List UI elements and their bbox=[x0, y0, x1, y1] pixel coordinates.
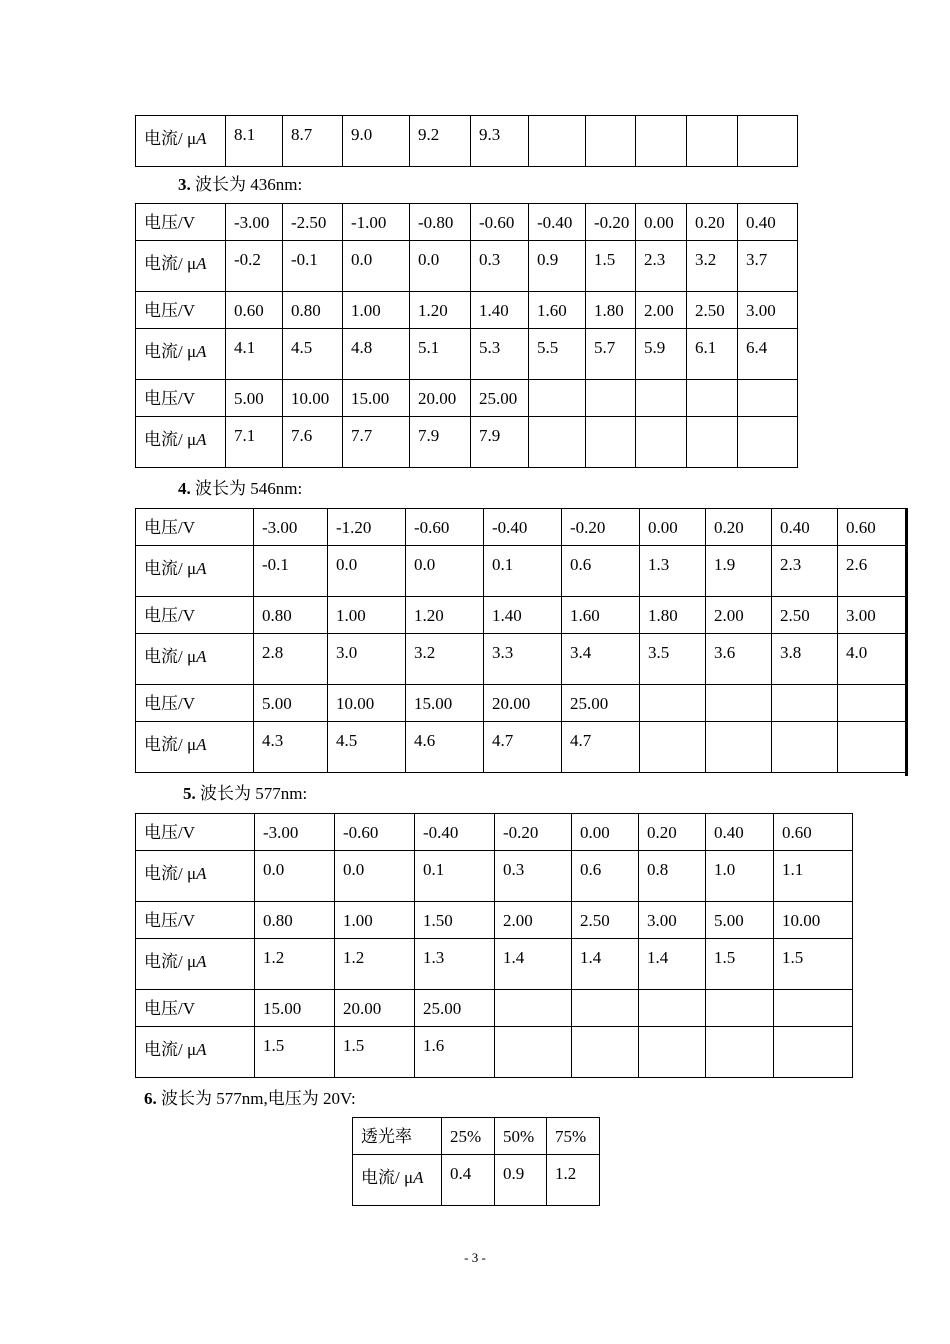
voltage-row bbox=[136, 597, 908, 634]
table-cell: 15.00 bbox=[343, 380, 410, 417]
table-cell bbox=[636, 116, 687, 167]
page-number: - 3 - bbox=[464, 1250, 486, 1265]
table-cell bbox=[529, 380, 586, 417]
current-row bbox=[136, 939, 853, 990]
table-cell: 50% bbox=[495, 1118, 547, 1155]
table-cell: 0.40 bbox=[772, 509, 838, 546]
table-cell bbox=[738, 380, 798, 417]
current-row bbox=[353, 1155, 600, 1206]
table-cell: 2.3 bbox=[636, 241, 687, 292]
table-cell: 0.0 bbox=[328, 546, 406, 597]
transmittance-label: 透光率 bbox=[353, 1118, 442, 1155]
table-cell: 0.6 bbox=[572, 851, 639, 902]
table-cell: 25% bbox=[442, 1118, 495, 1155]
current-row bbox=[136, 546, 908, 597]
table-cell: 20.00 bbox=[335, 990, 415, 1027]
current-label: 电流/ μA bbox=[136, 241, 226, 292]
section-4-heading: 4. 波长为 546nm: bbox=[178, 479, 303, 498]
table-cell: 3.2 bbox=[406, 634, 484, 685]
table-436nm bbox=[135, 203, 798, 468]
table-cell: 0.20 bbox=[639, 814, 706, 851]
table-cell: 9.2 bbox=[410, 116, 471, 167]
current-label: 电流/ μA bbox=[136, 851, 255, 902]
table-cell: 0.3 bbox=[495, 851, 572, 902]
table-cell: 1.00 bbox=[343, 292, 410, 329]
table-cell: -0.60 bbox=[471, 204, 529, 241]
current-label: 电流/ μA bbox=[136, 417, 226, 468]
table-cell: 7.1 bbox=[226, 417, 283, 468]
table-cell bbox=[572, 1027, 639, 1078]
table-cell: 0.0 bbox=[255, 851, 335, 902]
table-cell: 6.1 bbox=[687, 329, 738, 380]
table-right-border bbox=[905, 508, 908, 776]
voltage-row bbox=[136, 990, 853, 1027]
table-cell: 5.3 bbox=[471, 329, 529, 380]
table-cell bbox=[636, 380, 687, 417]
table-cell: 1.3 bbox=[415, 939, 495, 990]
table-cell: 0.6 bbox=[562, 546, 640, 597]
table-cell: -3.00 bbox=[254, 509, 328, 546]
table-cell: 2.50 bbox=[572, 902, 639, 939]
table-cell: 5.7 bbox=[586, 329, 636, 380]
section-5-heading: 5. 波长为 577nm: bbox=[183, 784, 308, 803]
table-577nm bbox=[135, 813, 853, 1078]
table-cell: 0.40 bbox=[738, 204, 798, 241]
table-cell: 1.5 bbox=[774, 939, 853, 990]
voltage-row bbox=[136, 509, 908, 546]
table-cell: 0.60 bbox=[838, 509, 908, 546]
table-cell: 2.50 bbox=[772, 597, 838, 634]
voltage-label: 电压/V bbox=[136, 509, 254, 546]
table-cell: 4.8 bbox=[343, 329, 410, 380]
table-cell bbox=[495, 1027, 572, 1078]
table-cell: 8.7 bbox=[283, 116, 343, 167]
voltage-label: 电压/V bbox=[136, 685, 254, 722]
current-label: 电流/ μA bbox=[136, 116, 226, 167]
table-cell: 1.1 bbox=[774, 851, 853, 902]
section-3-heading: 3. 波长为 436nm: bbox=[178, 175, 303, 194]
table-cell: 0.60 bbox=[774, 814, 853, 851]
table-cell: 2.6 bbox=[838, 546, 908, 597]
table-cell: -0.40 bbox=[484, 509, 562, 546]
table-cell: 15.00 bbox=[255, 990, 335, 1027]
table-cell: 5.9 bbox=[636, 329, 687, 380]
table-cell bbox=[838, 685, 908, 722]
current-label: 电流/ μA bbox=[136, 329, 226, 380]
table-cell: 1.20 bbox=[406, 597, 484, 634]
table-cell bbox=[772, 722, 838, 773]
voltage-label: 电压/V bbox=[136, 292, 226, 329]
table-cell: 0.0 bbox=[410, 241, 471, 292]
table-cell: 75% bbox=[547, 1118, 600, 1155]
table-cell bbox=[687, 380, 738, 417]
table-cell: 1.60 bbox=[529, 292, 586, 329]
table-cell: 0.9 bbox=[495, 1155, 547, 1206]
table-cell: 4.5 bbox=[283, 329, 343, 380]
voltage-label: 电压/V bbox=[136, 597, 254, 634]
table-cell bbox=[687, 116, 738, 167]
table-cell: -0.20 bbox=[495, 814, 572, 851]
table-cell: 1.5 bbox=[255, 1027, 335, 1078]
table-cell: 0.40 bbox=[706, 814, 774, 851]
table-cell: 1.80 bbox=[640, 597, 706, 634]
table-cell: 4.3 bbox=[254, 722, 328, 773]
table-cell: 0.20 bbox=[687, 204, 738, 241]
table-cell: 10.00 bbox=[774, 902, 853, 939]
table-cell: 0.80 bbox=[254, 597, 328, 634]
table-cell bbox=[639, 990, 706, 1027]
table-cell: -2.50 bbox=[283, 204, 343, 241]
table-cell: 3.5 bbox=[640, 634, 706, 685]
table-cell: 2.8 bbox=[254, 634, 328, 685]
voltage-row bbox=[136, 292, 798, 329]
table-cell: 1.60 bbox=[562, 597, 640, 634]
table-cell: 7.6 bbox=[283, 417, 343, 468]
table-cell: 25.00 bbox=[415, 990, 495, 1027]
table-cell bbox=[586, 380, 636, 417]
table-cell: 5.5 bbox=[529, 329, 586, 380]
table-cell: 8.1 bbox=[226, 116, 283, 167]
table-cell bbox=[639, 1027, 706, 1078]
current-row bbox=[136, 417, 798, 468]
table-cell: -1.20 bbox=[328, 509, 406, 546]
table-cell: 5.00 bbox=[706, 902, 774, 939]
table-cell: 1.2 bbox=[547, 1155, 600, 1206]
table-cell: 1.50 bbox=[415, 902, 495, 939]
table-cell: -0.40 bbox=[529, 204, 586, 241]
table-cell: 1.80 bbox=[586, 292, 636, 329]
table-cell: 4.6 bbox=[406, 722, 484, 773]
table-cell: 1.2 bbox=[335, 939, 415, 990]
table-cell bbox=[640, 722, 706, 773]
table-cell: 1.2 bbox=[255, 939, 335, 990]
table-cell: 4.7 bbox=[484, 722, 562, 773]
table-cell bbox=[772, 685, 838, 722]
table-cell: 2.00 bbox=[495, 902, 572, 939]
current-row bbox=[136, 116, 798, 167]
voltage-label: 电压/V bbox=[136, 990, 255, 1027]
table-cell: 10.00 bbox=[328, 685, 406, 722]
table-cell: 0.00 bbox=[572, 814, 639, 851]
table-cell: 0.0 bbox=[335, 851, 415, 902]
current-label: 电流/ μA bbox=[136, 546, 254, 597]
table-cell bbox=[738, 417, 798, 468]
voltage-row bbox=[136, 204, 798, 241]
table-cell bbox=[586, 116, 636, 167]
table-cell: 9.3 bbox=[471, 116, 529, 167]
table-cell bbox=[706, 722, 772, 773]
table-cell: 5.00 bbox=[254, 685, 328, 722]
table-cell: 7.9 bbox=[410, 417, 471, 468]
voltage-row bbox=[136, 902, 853, 939]
table-546nm bbox=[135, 508, 908, 773]
table-cell: 1.4 bbox=[639, 939, 706, 990]
table-cell: 7.7 bbox=[343, 417, 410, 468]
table-cell: 1.4 bbox=[495, 939, 572, 990]
table-cell bbox=[495, 990, 572, 1027]
table-cell: 0.00 bbox=[640, 509, 706, 546]
table-cell: 1.0 bbox=[706, 851, 774, 902]
table-cell: 1.3 bbox=[640, 546, 706, 597]
table-cell: 10.00 bbox=[283, 380, 343, 417]
table-cell: 3.8 bbox=[772, 634, 838, 685]
table-cell: 3.4 bbox=[562, 634, 640, 685]
table-cell: 1.6 bbox=[415, 1027, 495, 1078]
table-cell: 4.5 bbox=[328, 722, 406, 773]
table-cell: 2.50 bbox=[687, 292, 738, 329]
table-cell: 1.9 bbox=[706, 546, 772, 597]
table-cell: 9.0 bbox=[343, 116, 410, 167]
table-cell: 0.0 bbox=[343, 241, 410, 292]
table-cell bbox=[706, 990, 774, 1027]
table-cell: 5.1 bbox=[410, 329, 471, 380]
current-label: 电流/ μA bbox=[136, 1027, 255, 1078]
voltage-label: 电压/V bbox=[136, 380, 226, 417]
table-cell: 20.00 bbox=[410, 380, 471, 417]
table-cell: 0.00 bbox=[636, 204, 687, 241]
table-cell: 0.1 bbox=[415, 851, 495, 902]
table-wavelength-previous-tail bbox=[135, 115, 798, 167]
current-label: 电流/ μA bbox=[136, 634, 254, 685]
current-row bbox=[136, 241, 798, 292]
voltage-label: 电压/V bbox=[136, 814, 255, 851]
table-cell: 3.00 bbox=[838, 597, 908, 634]
table-cell: 1.5 bbox=[586, 241, 636, 292]
current-row bbox=[136, 634, 908, 685]
voltage-label: 电压/V bbox=[136, 204, 226, 241]
table-cell: 3.7 bbox=[738, 241, 798, 292]
table-cell bbox=[636, 417, 687, 468]
transmittance-row bbox=[353, 1118, 600, 1155]
table-cell: 5.00 bbox=[226, 380, 283, 417]
current-row bbox=[136, 1027, 853, 1078]
table-cell: -0.1 bbox=[254, 546, 328, 597]
table-transmittance bbox=[352, 1117, 600, 1206]
voltage-label: 电压/V bbox=[136, 902, 255, 939]
table-cell: 2.00 bbox=[636, 292, 687, 329]
table-cell: 0.4 bbox=[442, 1155, 495, 1206]
table-cell: 3.2 bbox=[687, 241, 738, 292]
table-cell: 1.00 bbox=[335, 902, 415, 939]
table-cell: 25.00 bbox=[562, 685, 640, 722]
table-cell: -3.00 bbox=[226, 204, 283, 241]
table-cell: 3.00 bbox=[738, 292, 798, 329]
table-cell: 1.40 bbox=[484, 597, 562, 634]
table-cell: 1.20 bbox=[410, 292, 471, 329]
table-cell bbox=[529, 417, 586, 468]
voltage-row bbox=[136, 685, 908, 722]
table-cell: -0.1 bbox=[283, 241, 343, 292]
table-cell: -0.20 bbox=[586, 204, 636, 241]
table-cell bbox=[838, 722, 908, 773]
table-cell: -1.00 bbox=[343, 204, 410, 241]
table-cell: 3.6 bbox=[706, 634, 772, 685]
table-cell: 0.20 bbox=[706, 509, 772, 546]
table-cell: 2.00 bbox=[706, 597, 772, 634]
voltage-row bbox=[136, 814, 853, 851]
table-cell: 3.3 bbox=[484, 634, 562, 685]
table-cell: -0.20 bbox=[562, 509, 640, 546]
current-row bbox=[136, 722, 908, 773]
table-cell bbox=[529, 116, 586, 167]
table-cell: -0.40 bbox=[415, 814, 495, 851]
table-cell bbox=[774, 1027, 853, 1078]
table-cell bbox=[774, 990, 853, 1027]
table-cell: 4.0 bbox=[838, 634, 908, 685]
table-cell: 2.3 bbox=[772, 546, 838, 597]
table-cell: 15.00 bbox=[406, 685, 484, 722]
current-label: 电流/ μA bbox=[136, 939, 255, 990]
table-cell: -3.00 bbox=[255, 814, 335, 851]
table-cell: 0.1 bbox=[484, 546, 562, 597]
table-cell: -0.60 bbox=[406, 509, 484, 546]
table-cell: -0.80 bbox=[410, 204, 471, 241]
table-cell bbox=[687, 417, 738, 468]
table-cell bbox=[572, 990, 639, 1027]
table-cell bbox=[586, 417, 636, 468]
table-cell: 4.7 bbox=[562, 722, 640, 773]
table-cell: 4.1 bbox=[226, 329, 283, 380]
current-row bbox=[136, 329, 798, 380]
table-cell: 3.0 bbox=[328, 634, 406, 685]
table-cell: 3.00 bbox=[639, 902, 706, 939]
table-cell: 6.4 bbox=[738, 329, 798, 380]
table-cell: 7.9 bbox=[471, 417, 529, 468]
table-cell: 1.00 bbox=[328, 597, 406, 634]
table-cell: 0.60 bbox=[226, 292, 283, 329]
table-cell: 25.00 bbox=[471, 380, 529, 417]
table-cell: 1.5 bbox=[335, 1027, 415, 1078]
table-cell: 0.80 bbox=[283, 292, 343, 329]
table-cell: -0.60 bbox=[335, 814, 415, 851]
table-cell: 0.80 bbox=[255, 902, 335, 939]
current-row bbox=[136, 851, 853, 902]
table-cell bbox=[640, 685, 706, 722]
table-cell: 0.9 bbox=[529, 241, 586, 292]
table-cell: 20.00 bbox=[484, 685, 562, 722]
section-6-heading: 6. 波长为 577nm,电压为 20V: bbox=[144, 1089, 356, 1108]
table-cell: 0.8 bbox=[639, 851, 706, 902]
table-cell: 0.3 bbox=[471, 241, 529, 292]
table-cell bbox=[738, 116, 798, 167]
current-label: 电流/ μA bbox=[136, 722, 254, 773]
table-cell bbox=[706, 685, 772, 722]
table-cell: 1.4 bbox=[572, 939, 639, 990]
table-cell bbox=[706, 1027, 774, 1078]
table-cell: 1.5 bbox=[706, 939, 774, 990]
current-label: 电流/ μA bbox=[353, 1155, 442, 1206]
table-cell: 1.40 bbox=[471, 292, 529, 329]
voltage-row bbox=[136, 380, 798, 417]
table-cell: -0.2 bbox=[226, 241, 283, 292]
table-cell: 0.0 bbox=[406, 546, 484, 597]
